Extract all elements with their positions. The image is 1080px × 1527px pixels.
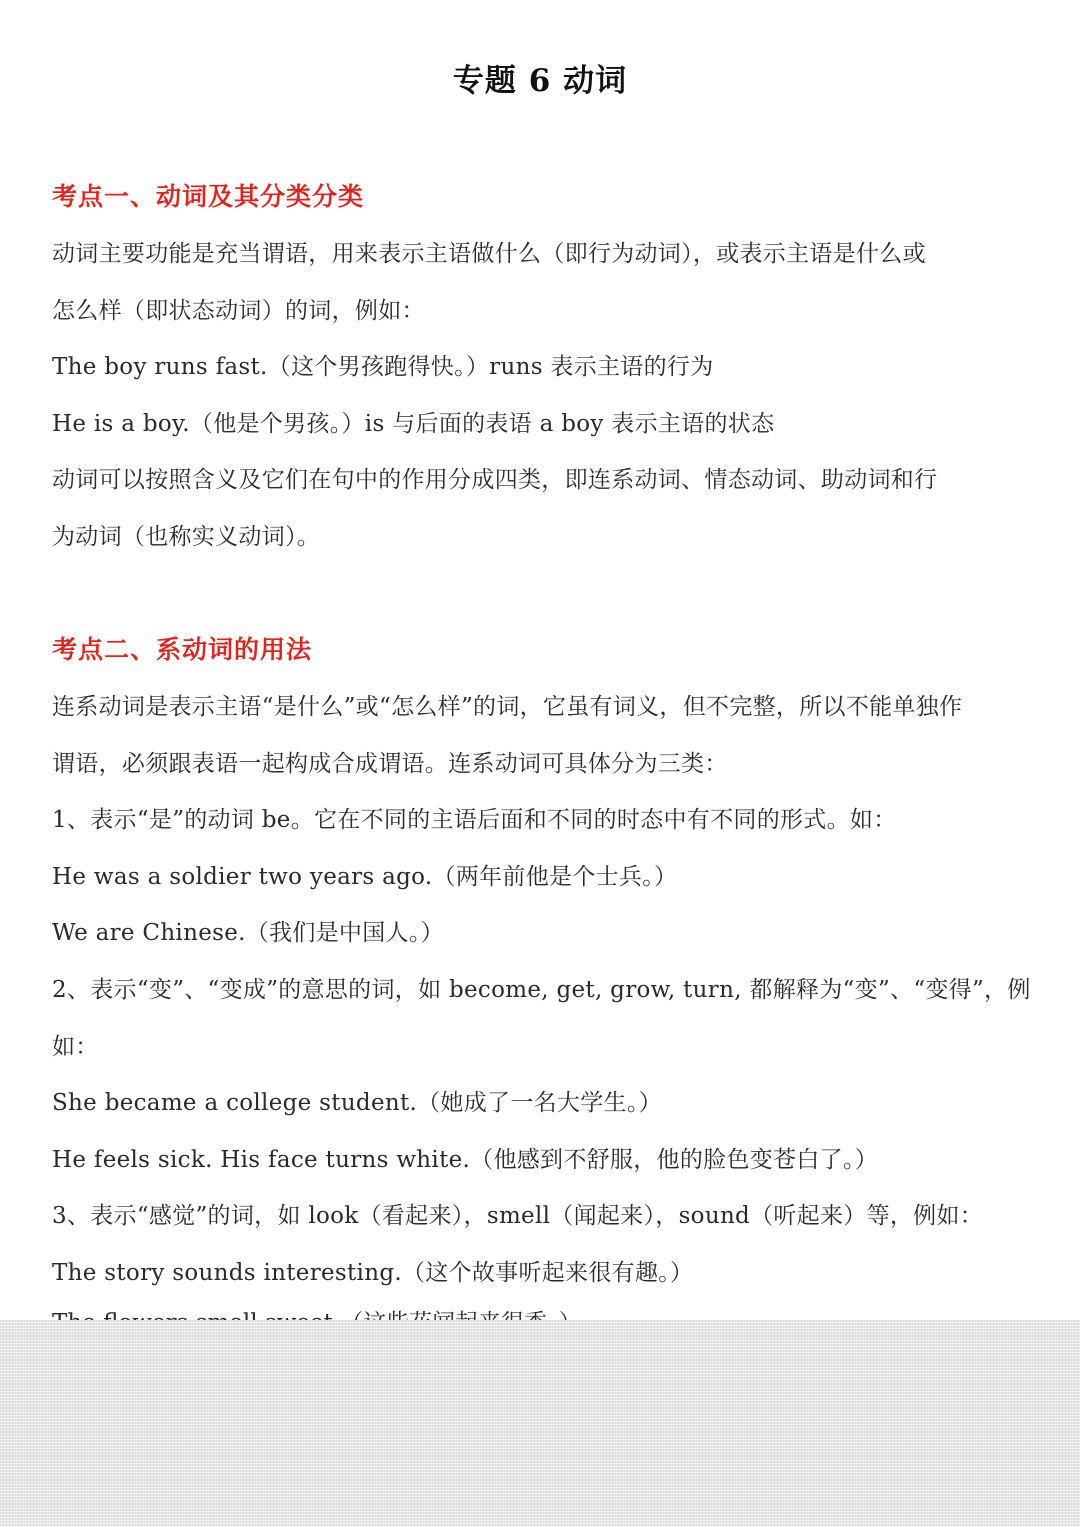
example-line: He feels sick. His face turns white.（他感到不舒服，他的脸色变苍白了。） <box>52 1147 879 1173</box>
paragraph-line: 如： <box>52 1034 99 1060</box>
paragraph-line: 连系动词是表示主语“是什么”或“怎么样”的词，它虽有词义，但不完整，所以不能单独作 <box>52 694 963 720</box>
paragraph-line: 怎么样（即状态动词）的词，例如： <box>52 298 425 324</box>
page-title: 专题 6 动词 <box>452 63 628 99</box>
example-line: The story sounds interesting.（这个故事听起来很有趣。） <box>52 1260 694 1286</box>
paragraph-line: 2、表示“变”、“变成”的意思的词，如 become, get, grow, turn, 都解释为“变”、“变得”，例 <box>52 977 1031 1003</box>
paragraph-line: 动词主要功能是充当谓语，用来表示主语做什么（即行为动词），或表示主语是什么或 <box>52 241 926 267</box>
paragraph-line: 动词可以按照含义及它们在句中的作用分成四类，即连系动词、情态动词、助动词和行 <box>52 467 938 493</box>
paragraph-line: 1、表示“是”的动词 be。它在不同的主语后面和不同的时态中有不同的形式。如： <box>52 807 897 833</box>
page-fade-overlay <box>0 1320 1080 1527</box>
paragraph-line: 谓语，必须跟表语一起构成合成谓语。连系动词可具体分为三类： <box>52 751 728 777</box>
example-line: We are Chinese.（我们是中国人。） <box>52 920 444 946</box>
section-heading-2: 考点二、系动词的用法 <box>52 635 313 664</box>
example-line: He is a boy.（他是个男孩。）is 与后面的表语 a boy 表示主语的状态 <box>52 411 775 437</box>
paragraph-line: 为动词（也称实义动词）。 <box>52 524 321 550</box>
paragraph-line: 3、表示“感觉”的词，如 look（看起来），smell（闻起来），sound（听起来）等，例如： <box>52 1203 984 1229</box>
example-line: He was a soldier two years ago.（两年前他是个士兵。） <box>52 864 678 890</box>
example-line: The boy runs fast.（这个男孩跑得快。）runs 表示主语的行为 <box>52 354 714 380</box>
example-line: She became a college student.（她成了一名大学生。） <box>52 1090 662 1116</box>
section-heading-1: 考点一、动词及其分类分类 <box>52 182 365 211</box>
